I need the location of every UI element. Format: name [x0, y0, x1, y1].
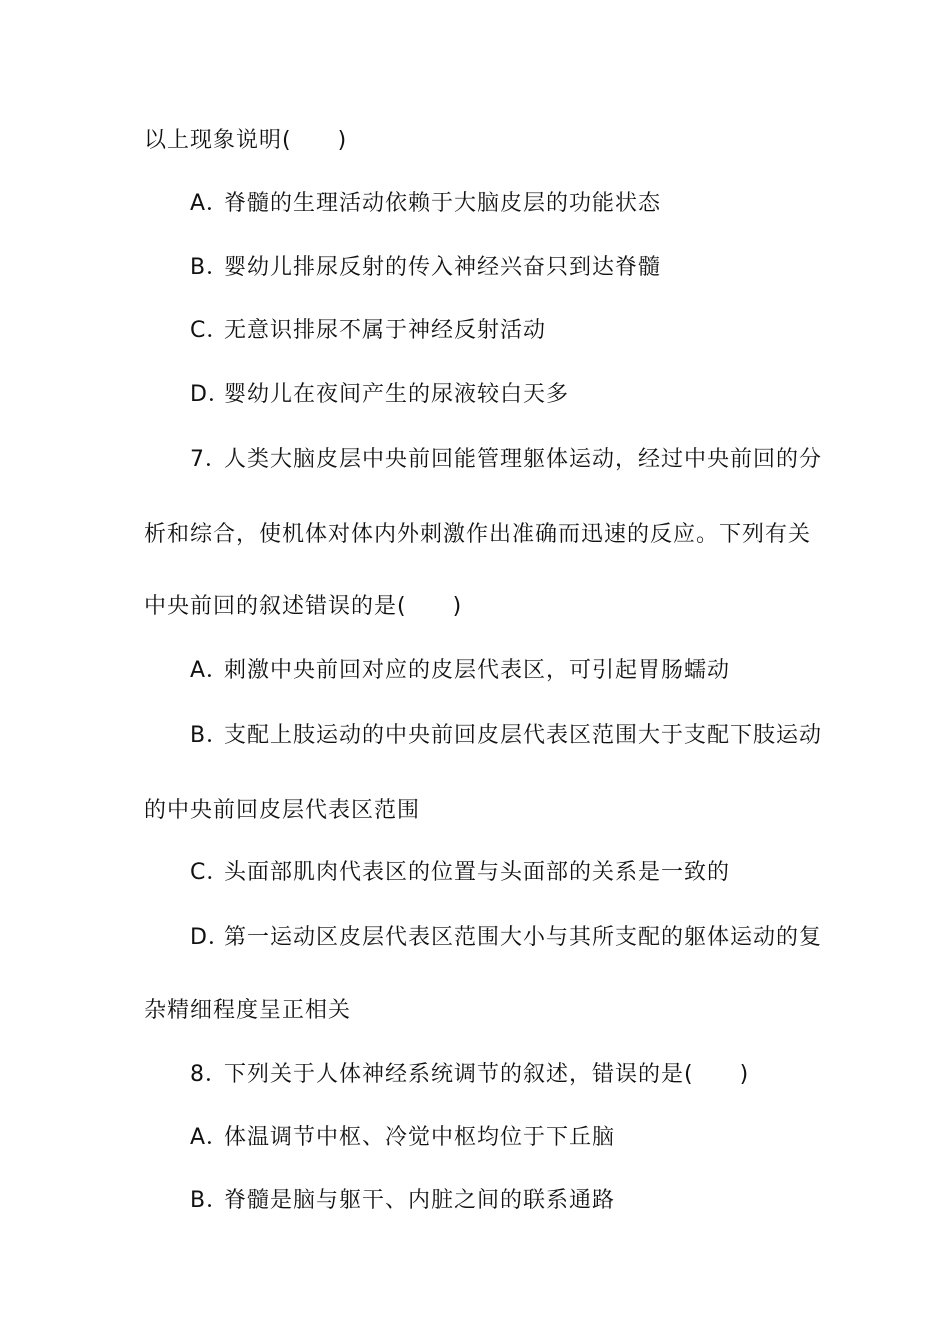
option-text: 刺激中央前回对应的皮层代表区，可引起胃肠蠕动: [224, 658, 731, 683]
q6-option-b: [190, 253, 661, 283]
option-text: 第一运动区皮层代表区范围大小与其所支配的躯体运动的复: [224, 925, 823, 950]
option-letter: B．: [190, 1188, 230, 1213]
option-text: 体温调节中枢、冷觉中枢均位于下丘脑: [224, 1125, 616, 1150]
q7-option-d: [190, 923, 822, 953]
option-text: 婴幼儿排尿反射的传入神经兴奋只到达脊髓: [224, 255, 662, 280]
option-letter: B．: [190, 255, 230, 280]
q6-option-a: [190, 189, 661, 219]
q6-option-d: [190, 380, 569, 410]
option-letter: A．: [190, 658, 230, 683]
q7-option-a: [190, 656, 730, 686]
option-text: 支配上肢运动的中央前回皮层代表区范围大于支配下肢运动: [224, 723, 823, 748]
question-number: 8．: [190, 1062, 228, 1087]
q7-stem-line2: 析和综合，使机体对体内外刺激作出准确而迅速的反应。下列有关: [144, 522, 812, 547]
option-text: 脊髓是脑与躯干、内脏之间的联系通路: [224, 1188, 616, 1213]
q7-option-d-cont: 杂精细程度呈正相关: [144, 998, 352, 1023]
question-number: 7．: [190, 447, 228, 472]
q7-option-b: [190, 721, 822, 751]
q8-stem: [190, 1060, 749, 1090]
option-letter: C．: [190, 318, 230, 343]
q8-option-b: [190, 1186, 615, 1216]
option-text: 无意识排尿不属于神经反射活动: [224, 318, 547, 343]
option-text: 头面部肌肉代表区的位置与头面部的关系是一致的: [224, 860, 731, 885]
option-text: 婴幼儿在夜间产生的尿液较白天多: [224, 382, 570, 407]
option-letter: A．: [190, 1125, 230, 1150]
option-letter: A．: [190, 191, 230, 216]
option-text: 脊髓的生理活动依赖于大脑皮层的功能状态: [224, 191, 662, 216]
q8-stem-text: 下列关于人体神经系统调节的叙述，错误的是( ): [224, 1062, 750, 1087]
option-letter: D．: [190, 382, 231, 407]
q7-stem-line3: 中央前回的叙述错误的是( ): [144, 594, 463, 619]
q7-stem-text: 人类大脑皮层中央前回能管理躯体运动，经过中央前回的分: [224, 447, 823, 472]
q6-option-c: [190, 316, 546, 346]
q7-option-b-cont: 的中央前回皮层代表区范围: [144, 798, 421, 823]
option-letter: D．: [190, 925, 231, 950]
option-letter: C．: [190, 860, 230, 885]
q6-stem-tail: 以上现象说明( ): [144, 128, 348, 153]
q7-stem-line1: [190, 445, 822, 475]
option-letter: B．: [190, 723, 230, 748]
q8-option-a: [190, 1123, 615, 1153]
q7-option-c: [190, 858, 730, 888]
